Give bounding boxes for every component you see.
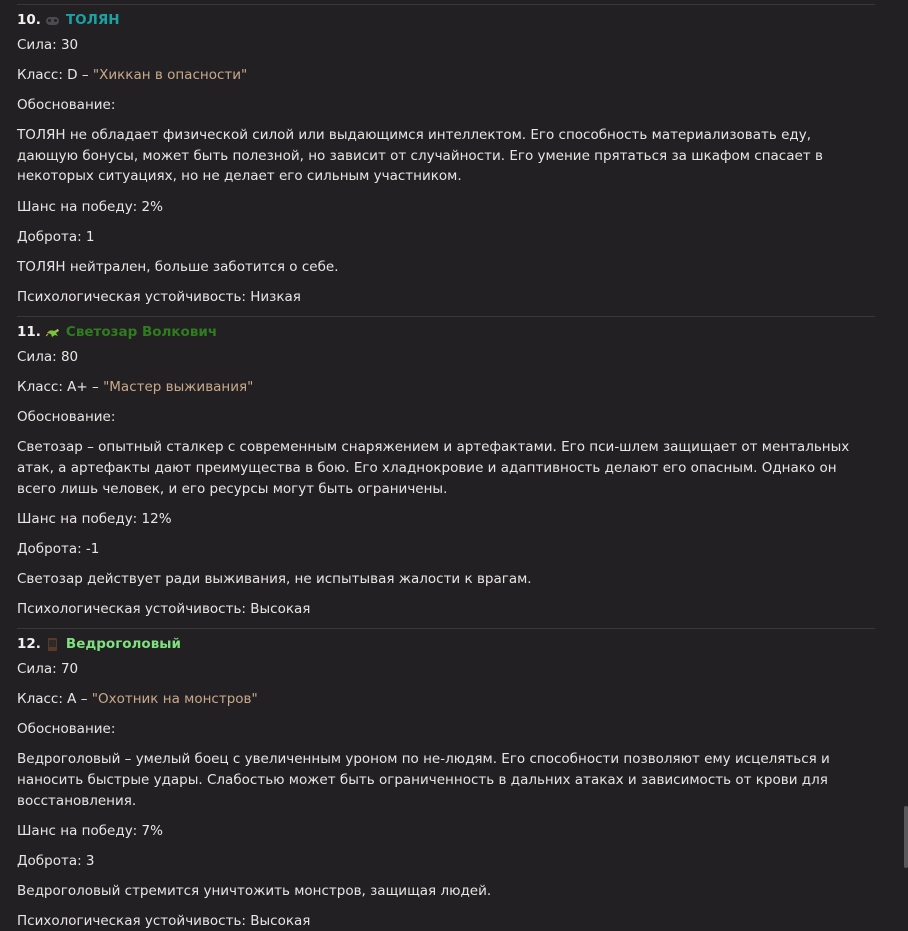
message-content (17, 0, 875, 931)
stability: Психологическая устойчивость: Высокая (17, 600, 311, 617)
entry-number: 12. (17, 636, 41, 653)
bucket-icon (45, 637, 61, 651)
reason-text: ТОЛЯН не обладает физической силой или выдающимся интеллектом. Его способность материализовать еду, дающую бонусы, может быть полезной, но зависит от случайности. Его умение прятаться за шкафом спасает в некоторых ситуациях, но не делает его сильным участником. (17, 127, 823, 185)
class-title: "Охотник на монстров" (91, 691, 258, 708)
character-name: Ведроголовый (65, 636, 181, 653)
class-line (17, 689, 875, 710)
entry-number: 11. (17, 324, 41, 341)
strength-line: Сила: 70 (17, 661, 79, 678)
win-chance: Шанс на победу: 2% (17, 198, 163, 215)
character-entry (17, 317, 875, 619)
reason-label: Обоснование: (17, 97, 116, 113)
strength-line: Сила: 30 (17, 37, 79, 53)
class-prefix: Класс: A – (17, 691, 92, 708)
scrollbar-thumb[interactable] (904, 806, 908, 868)
entry-number: 10. (17, 12, 41, 28)
class-prefix: Класс: A+ – (17, 379, 104, 396)
win-chance: Шанс на победу: 7% (17, 822, 163, 839)
lizard-icon (45, 325, 61, 339)
kindness-note: Светозар действует ради выживания, не испытывая жалости к врагам. (17, 570, 532, 587)
stability: Психологическая устойчивость: Высокая (17, 912, 311, 929)
class-line (17, 65, 875, 86)
class-line (17, 377, 875, 398)
reason-text: Светозар – опытный сталкер с современным снаряжением и артефактами. Его пси-шлем защищает от ментальных атак, а артефакты дают преимущества в бою. Его хладнокровие и адаптивность делают его опасным. Однако он всего лишь человек, и его ресурсы могут быть ограничены. (17, 439, 850, 497)
character-name: Светозар Волкович (65, 324, 218, 341)
kindness: Доброта: -1 (17, 540, 100, 557)
entry-header (17, 10, 875, 30)
kindness: Доброта: 1 (17, 228, 95, 245)
entry-header (17, 634, 875, 654)
stability: Психологическая устойчивость: Низкая (17, 288, 301, 305)
character-entry (17, 629, 875, 931)
kindness-note: ТОЛЯН нейтрален, больше заботится о себе. (17, 258, 339, 275)
reason-label: Обоснование: (17, 409, 116, 426)
reason-label: Обоснование: (17, 721, 116, 738)
kindness-note: Ведроголовый стремится уничтожить монстров, защищая людей. (17, 882, 492, 899)
class-title: "Мастер выживания" (103, 379, 254, 396)
class-prefix: Класс: D – (17, 67, 93, 83)
class-title: "Хиккан в опасности" (92, 67, 248, 83)
entry-header (17, 322, 875, 342)
character-name: ТОЛЯН (65, 12, 120, 28)
win-chance: Шанс на победу: 12% (17, 510, 172, 527)
strength-line: Сила: 80 (17, 349, 79, 366)
reason-text: Ведроголовый – умелый боец с увеличенным уроном по не-людям. Его способности позволяют ему исцеляться и наносить быстрые удары. Слабостью может быть ограниченность в дальних атаках и зависимость от крови для восстановления. (17, 751, 830, 809)
gamepad-icon (45, 13, 61, 27)
kindness: Доброта: 3 (17, 852, 95, 869)
character-entry (17, 5, 875, 307)
